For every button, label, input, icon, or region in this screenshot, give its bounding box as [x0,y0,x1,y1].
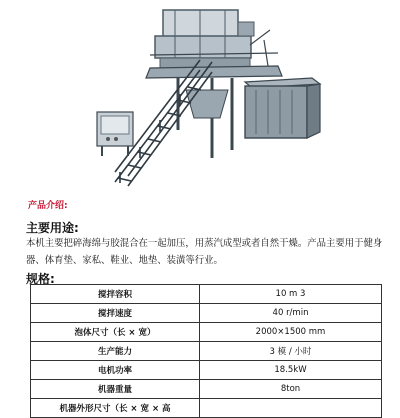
table-row [31,342,382,361]
table-row [31,304,382,323]
spec-label: 机器重量 [31,380,200,399]
spec-label: 搅拌速度 [31,304,200,323]
specs-table [30,284,382,418]
table-row [31,323,382,342]
spec-value: 18.5kW [200,361,382,380]
mould-box [245,78,320,138]
table-row [31,380,382,399]
spec-value: 40 r/min [200,304,382,323]
machine-photo [0,0,400,195]
spec-label: 电机功率 [31,361,200,380]
mixing-tank [155,10,254,68]
spec-label: 泡体尺寸（长 × 宽） [31,323,200,342]
table-row [31,361,382,380]
table-row [31,399,382,418]
specs-heading: 规格: [26,272,55,286]
table-row [31,285,382,304]
control-cabinet [97,112,133,156]
spec-value: 10 m 3 [200,285,382,304]
usage-description: 本机主要把碎海绵与胶混合在一起加压，用蒸汽成型或者自然干燥。产品主要用于健身器、体育垫、家私、鞋业、地垫、装潢等行业。 [26,238,383,266]
spec-label: 搅拌容积 [31,285,200,304]
spec-value: 2000×1500 mm [200,323,382,342]
spec-label: 机器外形尺寸（长 × 宽 × 高 [31,399,200,418]
spec-label: 生产能力 [31,342,200,361]
spec-value [200,399,382,418]
feed-hopper [186,90,228,118]
usage-heading: 主要用途: [26,221,79,235]
spec-value: 8ton [200,380,382,399]
spec-value: 3 模 / 小时 [200,342,382,361]
product-intro-heading: 产品介绍: [28,201,68,211]
